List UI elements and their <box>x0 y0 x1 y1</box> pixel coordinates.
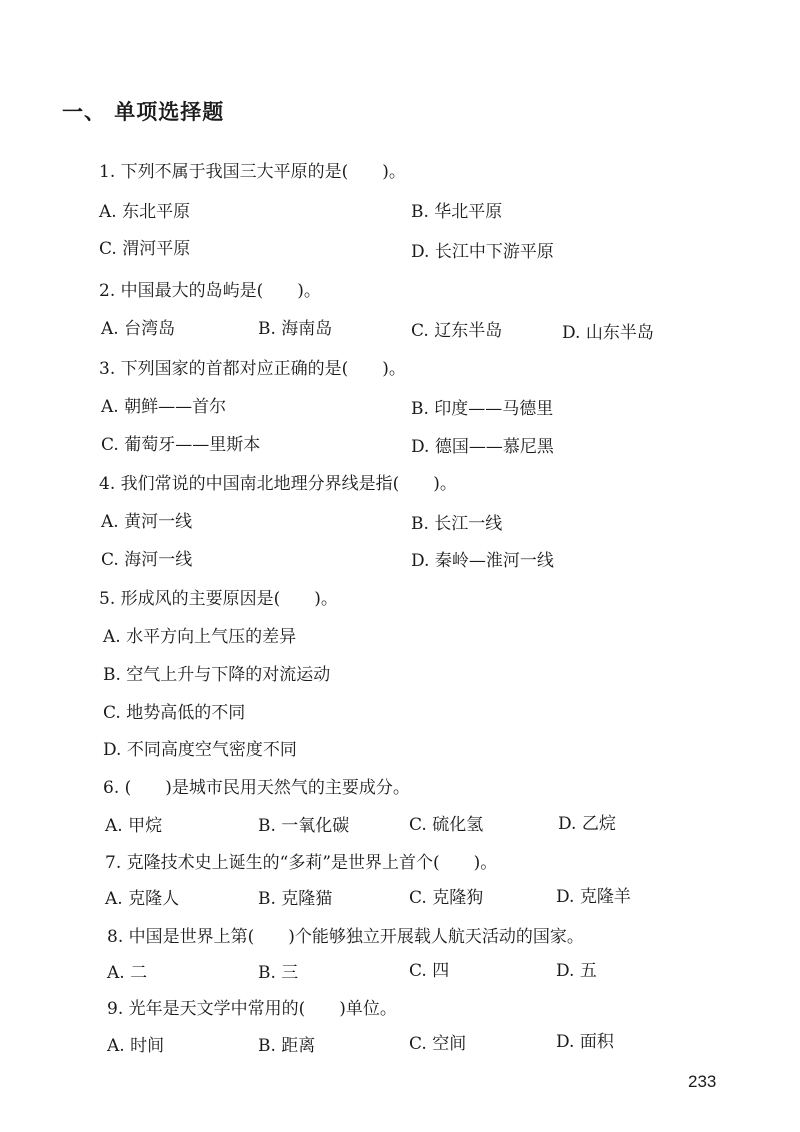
section-title: 一、 单项选择题 <box>62 100 225 124</box>
question-6-option-c: C. 硫化氢 <box>409 815 484 835</box>
question-7-option-d: D. 克隆羊 <box>556 887 631 907</box>
question-5-option-d: D. 不同高度空气密度不同 <box>103 740 297 760</box>
page-number: 233 <box>688 1072 717 1091</box>
question-2-option-b: B. 海南岛 <box>258 319 333 339</box>
question-9-stem: 9. 光年是天文学中常用的( )单位。 <box>107 999 397 1019</box>
question-5-option-b: B. 空气上升与下降的对流运动 <box>103 665 331 685</box>
question-8-stem: 8. 中国是世界上第( )个能够独立开展载人航天活动的国家。 <box>107 927 584 947</box>
question-3-option-a: A. 朝鲜——首尔 <box>101 397 227 417</box>
question-7-option-c: C. 克隆狗 <box>409 888 484 908</box>
question-9-option-d: D. 面积 <box>556 1032 614 1052</box>
question-4-option-c: C. 海河一线 <box>101 550 193 570</box>
question-3-option-b: B. 印度——马德里 <box>411 399 554 419</box>
question-4-option-b: B. 长江一线 <box>411 514 503 534</box>
question-6-option-d: D. 乙烷 <box>558 814 616 834</box>
question-4-stem: 4. 我们常说的中国南北地理分界线是指( )。 <box>99 474 457 494</box>
question-1-stem: 1. 下列不属于我国三大平原的是( )。 <box>99 162 406 182</box>
question-4-option-a: A. 黄河一线 <box>101 512 193 532</box>
question-9-option-b: B. 距离 <box>258 1036 316 1056</box>
question-3-option-d: D. 德国——慕尼黑 <box>411 437 554 457</box>
question-6-option-a: A. 甲烷 <box>105 816 163 836</box>
question-2-option-c: C. 辽东半岛 <box>411 321 503 341</box>
question-8-option-b: B. 三 <box>258 963 299 983</box>
question-1-option-b: B. 华北平原 <box>411 202 503 222</box>
question-8-option-d: D. 五 <box>556 961 597 981</box>
question-8-option-a: A. 二 <box>107 963 148 983</box>
question-9-option-a: A. 时间 <box>107 1036 165 1056</box>
question-5-option-c: C. 地势高低的不同 <box>103 703 246 723</box>
question-3-option-c: C. 葡萄牙——里斯本 <box>101 435 261 455</box>
question-7-option-a: A. 克隆人 <box>105 889 180 909</box>
question-6-stem: 6. ( )是城市民用天然气的主要成分。 <box>103 778 410 798</box>
question-5-option-a: A. 水平方向上气压的差异 <box>103 627 297 647</box>
question-5-stem: 5. 形成风的主要原因是( )。 <box>99 589 338 609</box>
question-3-stem: 3. 下列国家的首都对应正确的是( )。 <box>99 359 406 379</box>
question-4-option-d: D. 秦岭—淮河一线 <box>411 551 554 571</box>
question-6-option-b: B. 一氧化碳 <box>258 816 350 836</box>
question-2-stem: 2. 中国最大的岛屿是( )。 <box>99 281 321 301</box>
question-9-option-c: C. 空间 <box>409 1034 467 1054</box>
question-1-option-a: A. 东北平原 <box>99 202 191 222</box>
question-8-option-c: C. 四 <box>409 961 450 981</box>
question-7-option-b: B. 克隆猫 <box>258 889 333 909</box>
question-2-option-a: A. 台湾岛 <box>101 319 176 339</box>
question-1-option-d: D. 长江中下游平原 <box>411 242 554 262</box>
question-7-stem: 7. 克隆技术史上诞生的“多莉”是世界上首个( )。 <box>105 853 498 873</box>
question-2-option-d: D. 山东半岛 <box>562 323 654 343</box>
question-1-option-c: C. 渭河平原 <box>99 239 191 259</box>
